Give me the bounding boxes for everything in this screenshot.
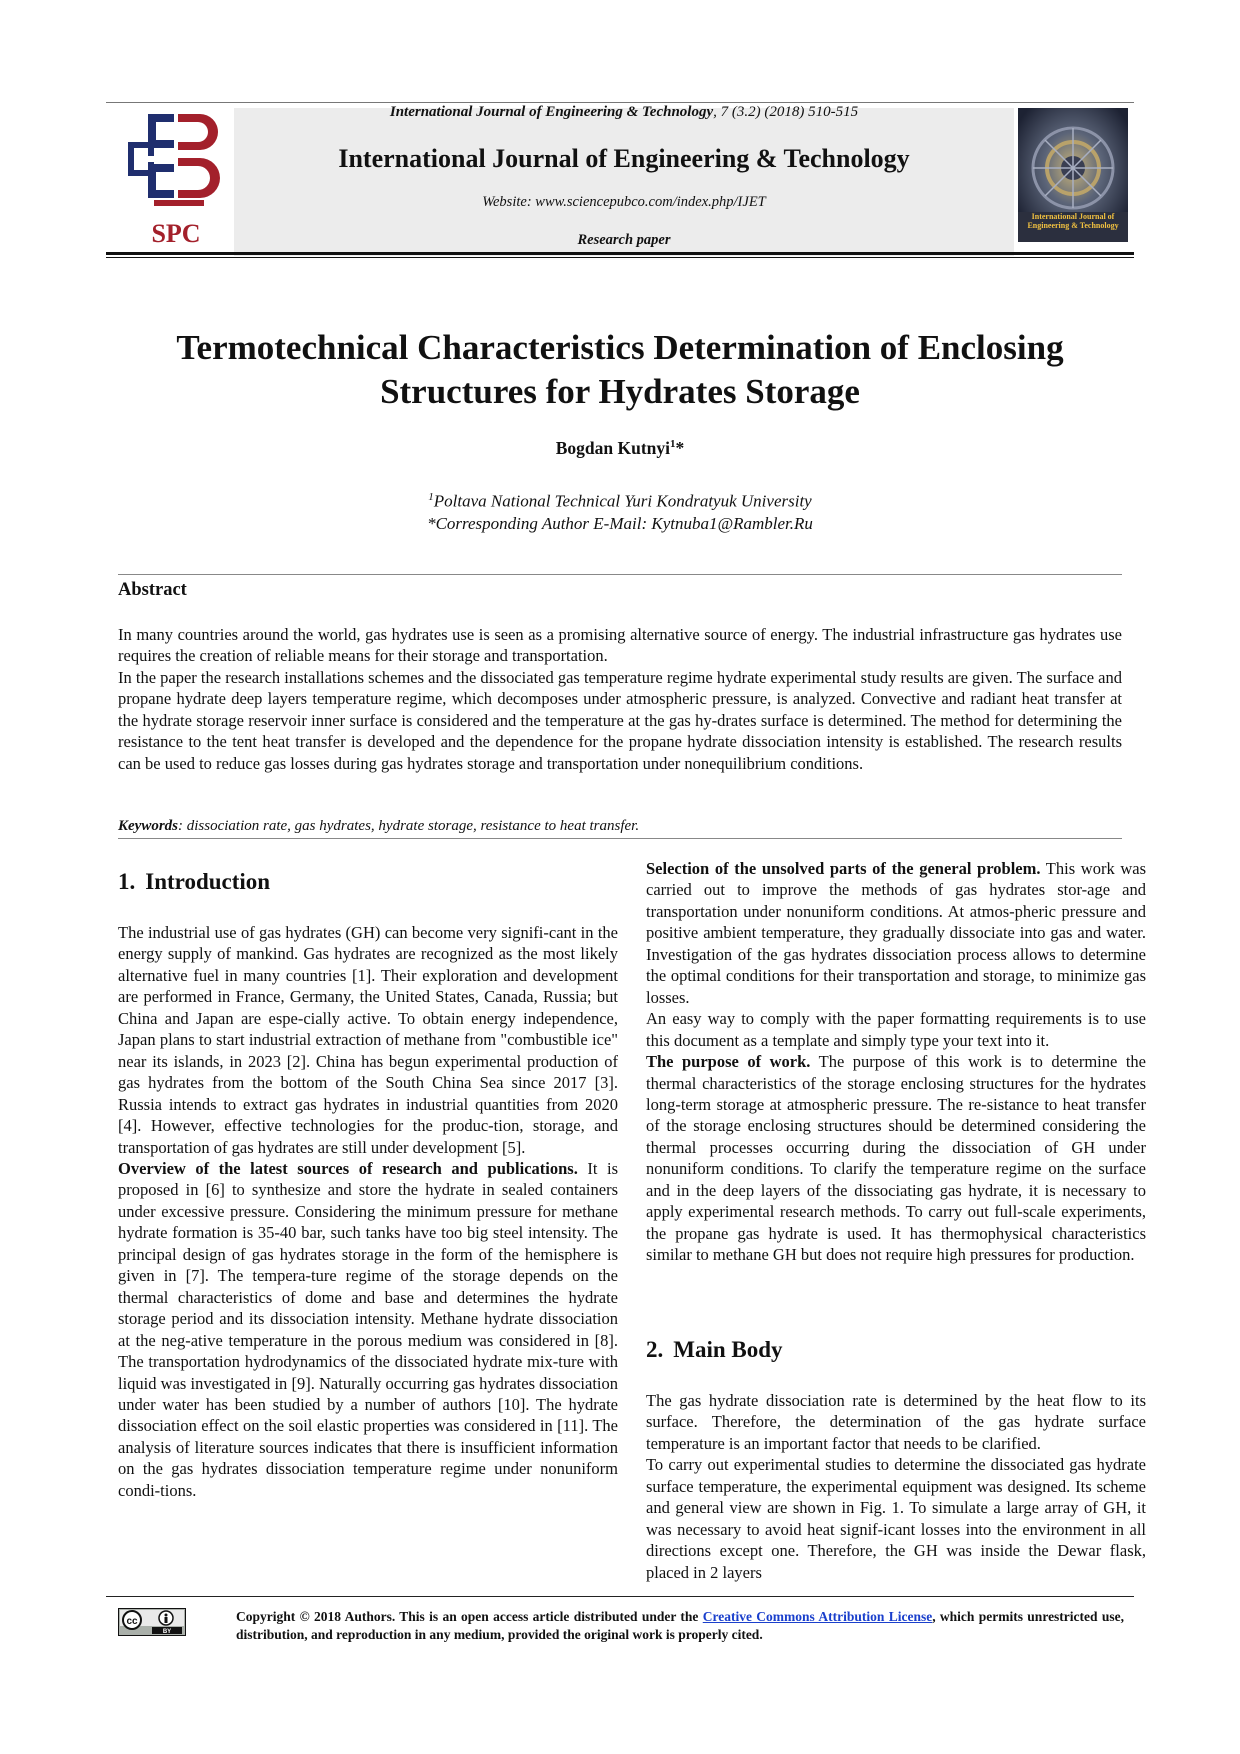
left-column — [118, 922, 618, 1501]
section-number: 2. — [646, 1337, 664, 1362]
main-paragraph-1: The gas hydrate dissociation rate is determined by the heat flow to its surface. Therefore, the determination of the gas hydrate surface temperature is an important factor that needs to be clarified. — [646, 1391, 1146, 1453]
selection-paragraph — [646, 858, 1146, 1008]
right-column-top — [646, 858, 1146, 1266]
journal-cover-image — [1018, 108, 1128, 242]
license-link[interactable]: Creative Commons Attribution License — [702, 1609, 933, 1624]
affiliation-institution: Poltava National Technical Yuri Kondratyuk University — [433, 491, 812, 511]
copyright-notice — [236, 1608, 1124, 1644]
purpose-paragraph — [646, 1051, 1146, 1266]
section-title: Main Body — [673, 1337, 783, 1362]
logo-text: SPC — [151, 219, 201, 248]
section-title: Introduction — [145, 869, 271, 894]
keywords-label: Keywords — [118, 818, 178, 834]
footer-rule — [106, 1596, 1134, 1597]
abstract-paragraph-1: In many countries around the world, gas hydrates use is seen as a promising alternative source of energy. The industrial infrastructure gas hydrates use requires the creation of reliable means for their storage and transportation. — [118, 625, 1122, 666]
section-number: 1. — [118, 869, 136, 894]
keywords — [118, 818, 1122, 835]
abstract-heading: Abstract — [118, 580, 187, 600]
purpose-lead: The purpose of work. — [646, 1052, 811, 1072]
intro-paragraph: The industrial use of gas hydrates (GH) can become very signifi-cant in the energy supply of mankind. Gas hydrates are recognized as the most likely alternative fuel in many countries [1]. Their exploration and development are performed in France, Germany, the United States, Canada, Russia; but China and Japan are espe-cially active. To obtain energy independence, Japan plans to start industrial extraction of methane from "combustible ice" near its islands, in 2023 [2]. China has begun experimental production of gas hydrates from the bottom of the South China Sea since 2017 [3]. Russia intends to extract gas hydrates in industrial quantities from 2020 [4]. However, effective technologies for the produc-tion, storage, and transportation of gas hydrates are still under development [5]. — [118, 923, 618, 1157]
keywords-bottom-rule — [118, 838, 1122, 839]
publisher-logo — [120, 106, 232, 248]
selection-lead: Selection of the unsolved parts of the general problem. — [646, 859, 1041, 878]
template-paragraph: An easy way to comply with the paper formatting requirements is to use this document as a template and simply type your text into it. — [646, 1009, 1146, 1050]
copyright-pre: Copyright © 2018 Authors. This is an open access article distributed under the — [236, 1609, 703, 1624]
citation-issue: , 7 (3.2) (2018) 510-515 — [713, 104, 859, 120]
author-sup: 1 — [670, 438, 676, 451]
citation-line — [234, 104, 1014, 121]
keywords-text: : dissociation rate, gas hydrates, hydrate storage, resistance to heat transfer. — [178, 818, 640, 834]
section-heading-introduction — [118, 869, 270, 895]
creative-commons-badge — [118, 1608, 186, 1636]
affiliation-sup: 1 — [428, 491, 434, 503]
journal-title: International Journal of Engineering & Technology — [338, 144, 910, 173]
selection-body: This work was carried out to improve the methods of gas hydrates stor-age and transportation under nonuniform conditions. At atmos-pheric pressure and positive ambient temperature, they gradually dissociate into gas and water. Investigation of the gas hydrates dissociation process allows to determine the optimal conditions for their transportation and storage, to minimize gas losses. — [646, 859, 1146, 1007]
main-paragraph-2: To carry out experimental studies to determine the dissociated gas hydrate surface temperature, the experimental equipment was designed. Its scheme and general view are shown in Fig. 1. To simulate a large array of GH, it was necessary to avoid heat signif-icant losses into the environment in all directions except one. Therefore, the GH was inside the Dewar flask, placed in 2 layers — [646, 1455, 1146, 1582]
header-top-rule — [106, 102, 1134, 103]
author-name: Bogdan Kutnyi — [555, 438, 671, 458]
cc-label: cc — [126, 1616, 138, 1627]
abstract-top-rule — [118, 574, 1122, 575]
paper-title: Termotechnical Characteristics Determination of Enclosing Structures for Hydrates Storage — [176, 328, 1064, 411]
cover-title-text: International Journal of Engineering & Technology — [1027, 212, 1119, 230]
affiliation — [120, 486, 1120, 535]
corresponding-email: *Corresponding Author E-Mail: Kytnuba1@Rambler.Ru — [427, 513, 813, 533]
purpose-body: The purpose of this work is to determine the thermal characteristics of the storage enclosing structures for the hydrates long-term storage at atmospheric pressure. The re-sistance to heat transfer of the storage enclosing structures should be determined considering the thermal processes occurring during the dissociation of GH under nonuniform conditions. To clarify the temperature regime on the surface and in the deep layers of the dissociating gas hydrate, it is necessary to apply experimental research methods. To carry out full-scale experiments, the propane gas hydrate is used. It has thermophysical characteristics similar to methane GH but does not require high pressures for production. — [646, 1052, 1146, 1265]
journal-website: Website: www.sciencepubco.com/index.php/IJET — [482, 194, 766, 210]
right-column-bottom — [646, 1390, 1146, 1583]
overview-paragraph — [118, 1158, 618, 1501]
paper-type: Research paper — [577, 232, 671, 248]
section-heading-main-body — [646, 1337, 783, 1363]
by-label: BY — [162, 1629, 172, 1635]
overview-body: It is proposed in [6] to synthesize and store the hydrate in sealed containers under excessive pressure. Considering the minimum pressure for methane hydrate formation is 35-40 bar, such tanks have too big steel intensity. The principal design of gas hydrates storage in the form of the hemisphere is given in [7]. The tempera-ture regime of the storage depends on the thermal characteristics of dome and base and determines the hydrate storage period and its dissociation intensity. Methane hydrate dissociation at the neg-ative temperature in the porous medium was considered in [8]. The transportation hydrodynamics of the dissociated hydrate mix-ture with liquid was investigated in [9]. Naturally occurring gas hydrates dissociation under water has been studied by a number of authors [10]. The hydrate dissociation effect on the soil elastic properties was considered in [11]. The analysis of literature sources indicates that there is insufficient information on the gas hydrates dissociation temperature regime under nonuniform condi-tions. — [118, 1158, 618, 1500]
author-line — [120, 438, 1120, 459]
author-mark: * — [675, 438, 685, 458]
overview-lead: Overview of the latest sources of research and publications. — [118, 1158, 578, 1178]
citation-journal: International Journal of Engineering & Technology — [389, 104, 714, 120]
header-rule-thick — [106, 252, 1134, 255]
abstract-paragraph-2: In the paper the research installations schemes and the dissociated gas temperature regime hydrate experimental study results are given. The surface and propane hydrate deep layers temperature regime, which decomposes under atmospheric pressure, is analyzed. Convective and radiant heat transfer at the hydrate storage reservoir inner surface is considered and the temperature at the gas hy-drates surface is determined. The method for determining the resistance to the tent heat transfer is developed and the dependence for the propane hydrate dissociation intensity is established. The research results can be used to reduce gas losses during gas hydrates storage and transportation under nonequilibrium conditions. — [118, 668, 1122, 773]
copyright-post: , which permits unrestricted use, distribution, and reproduction in any medium, provided the original work is properly cited. — [236, 1609, 1124, 1642]
header-rule-thin — [106, 257, 1134, 258]
